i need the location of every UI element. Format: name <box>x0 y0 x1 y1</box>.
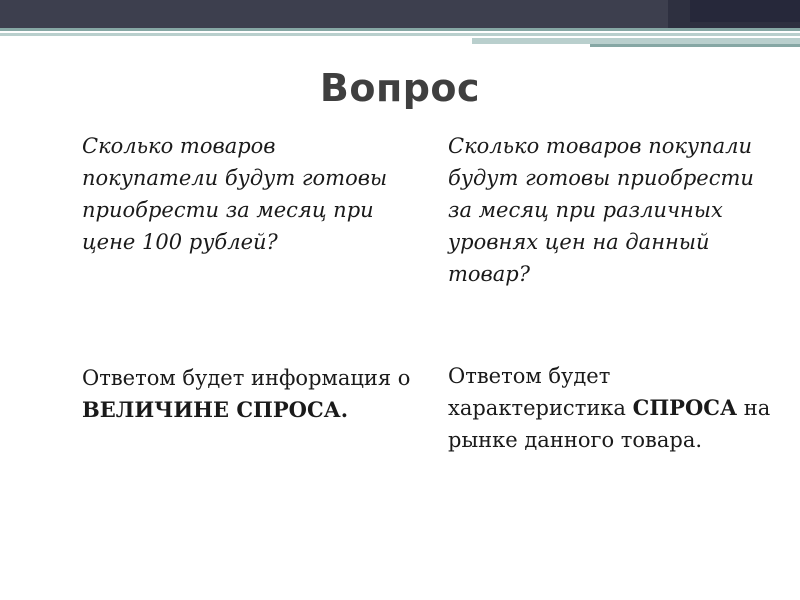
right-answer-prefix: Ответом будет характеристика <box>448 364 633 420</box>
header-bar-darker-segment <box>690 0 800 22</box>
decorative-accent-strip-small <box>590 44 800 47</box>
header-accent-stripe <box>0 28 800 36</box>
right-answer-suffix: на рынке данного товара. <box>448 396 771 452</box>
left-answer <box>82 362 412 426</box>
slide-title: Вопрос <box>319 66 481 110</box>
left-column <box>82 130 412 422</box>
right-column <box>448 130 778 452</box>
right-answer <box>448 360 778 456</box>
right-question: Сколько товаров покупали будут готовы приобрести за месяц при различных уровнях цен на данный товар? <box>448 134 754 286</box>
right-answer-emphasis: СПРОСА <box>632 395 738 420</box>
left-answer-emphasis: ВЕЛИЧИНЕ СПРОСА. <box>82 397 349 422</box>
left-question: Сколько товаров покупатели будут готовы приобрести за месяц при цене 100 рублей? <box>82 134 388 254</box>
left-answer-prefix: Ответом будет информация о <box>82 366 411 390</box>
